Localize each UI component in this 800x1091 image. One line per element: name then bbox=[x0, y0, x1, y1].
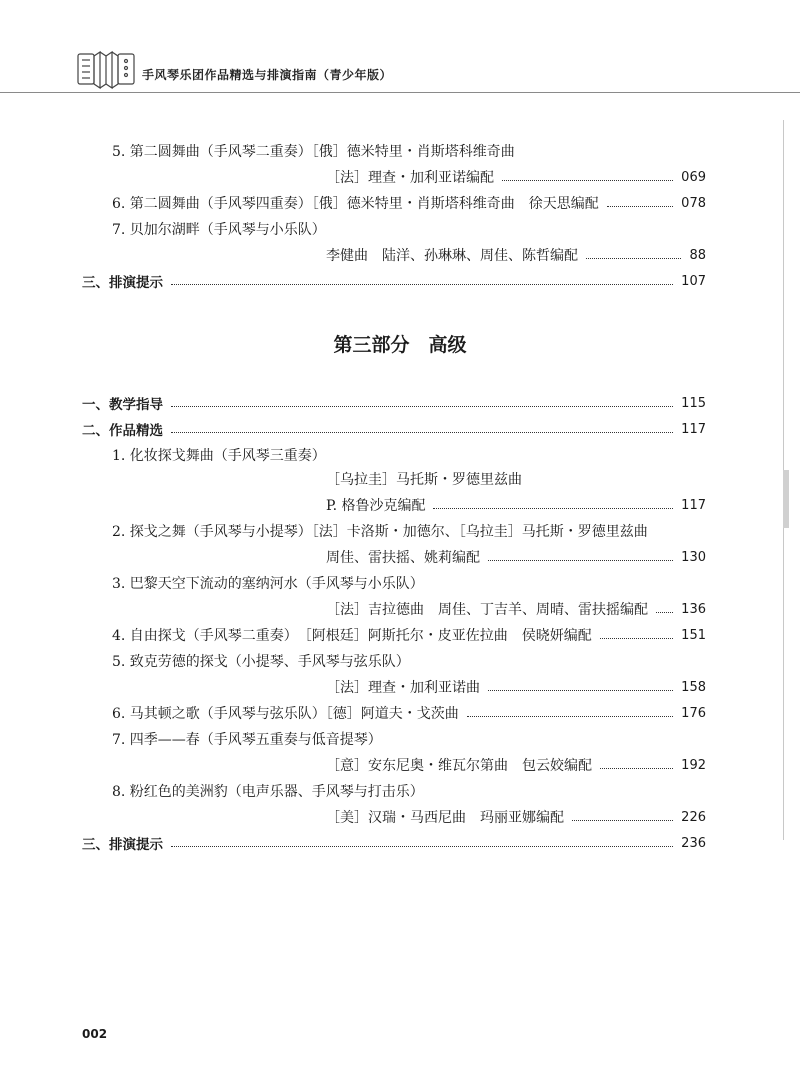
toc-entry: 6. 第二圆舞曲（手风琴四重奏）［俄］德米特里・肖斯塔科维奇曲 徐天思编配 078 bbox=[112, 195, 706, 212]
toc-section: 三、排演提示 236 bbox=[82, 835, 706, 853]
page-ref: 130 bbox=[681, 549, 706, 565]
toc-entry: P. 格鲁沙克编配 117 bbox=[326, 497, 706, 514]
page-ref: 88 bbox=[689, 247, 706, 263]
leader-dots bbox=[607, 206, 673, 207]
leader-dots bbox=[171, 284, 673, 285]
page-ref: 117 bbox=[681, 497, 706, 513]
leader-dots bbox=[656, 612, 673, 613]
toc-entry: ［法］吉拉德曲 周佳、丁吉羊、周晴、雷扶摇编配 136 bbox=[326, 601, 706, 618]
page-ref: 136 bbox=[681, 601, 706, 617]
page-ref: 078 bbox=[681, 195, 706, 211]
toc-entry: ［乌拉圭］马托斯・罗德里兹曲 bbox=[326, 472, 522, 488]
margin-tab bbox=[783, 470, 789, 528]
leader-dots bbox=[171, 432, 673, 433]
toc-entry: ［意］安东尼奥・维瓦尔第曲 包云姣编配 192 bbox=[326, 757, 706, 774]
toc-section: 一、教学指导 115 bbox=[82, 395, 706, 413]
leader-dots bbox=[572, 820, 673, 821]
leader-dots bbox=[600, 638, 673, 639]
toc-entry: 7. 贝加尔湖畔（手风琴与小乐队） bbox=[112, 222, 326, 238]
page-ref: 151 bbox=[681, 627, 706, 643]
toc-entry: 7. 四季——春（手风琴五重奏与低音提琴） bbox=[112, 732, 382, 748]
accordion-icon bbox=[76, 44, 136, 90]
part-title: 第三部分 高级 bbox=[333, 334, 467, 356]
toc-entry: 周佳、雷扶摇、姚莉编配 130 bbox=[326, 549, 706, 566]
leader-dots bbox=[488, 690, 673, 691]
toc-entry: 5. 第二圆舞曲（手风琴二重奏）［俄］德米特里・肖斯塔科维奇曲 bbox=[112, 144, 515, 160]
leader-dots bbox=[171, 846, 673, 847]
page-ref: 236 bbox=[681, 835, 706, 851]
toc-entry: 李健曲 陆洋、孙琳琳、周佳、陈哲编配 88 bbox=[326, 247, 706, 264]
page-ref: 069 bbox=[681, 169, 706, 185]
leader-dots bbox=[502, 180, 673, 181]
toc-entry: 5. 致克劳德的探戈（小提琴、手风琴与弦乐队） bbox=[112, 654, 410, 670]
toc-entry: 2. 探戈之舞（手风琴与小提琴）［法］卡洛斯・加德尔、［乌拉圭］马托斯・罗德里兹曲 bbox=[112, 524, 648, 540]
running-header-title: 手风琴乐团作品精选与排演指南（青少年版） bbox=[142, 68, 393, 82]
toc-entry: 6. 马其顿之歌（手风琴与弦乐队）［德］阿道夫・戈茨曲 176 bbox=[112, 705, 706, 722]
toc-entry: ［法］理查・加利亚诺编配 069 bbox=[326, 169, 706, 186]
leader-dots bbox=[433, 508, 673, 509]
toc-section: 三、排演提示 107 bbox=[82, 273, 706, 291]
page-ref: 107 bbox=[681, 273, 706, 289]
leader-dots bbox=[467, 716, 673, 717]
toc-entry: 1. 化妆探戈舞曲（手风琴三重奏） bbox=[112, 448, 326, 464]
leader-dots bbox=[488, 560, 673, 561]
header-rule bbox=[0, 92, 800, 93]
toc-section: 二、作品精选 117 bbox=[82, 421, 706, 439]
toc-entry: 8. 粉红色的美洲豹（电声乐器、手风琴与打击乐） bbox=[112, 784, 424, 800]
leader-dots bbox=[171, 406, 673, 407]
toc-entry: ［法］理查・加利亚诺曲 158 bbox=[326, 679, 706, 696]
page-ref: 176 bbox=[681, 705, 706, 721]
toc-entry: ［美］汉瑞・马西尼曲 玛丽亚娜编配 226 bbox=[326, 809, 706, 826]
page-ref: 192 bbox=[681, 757, 706, 773]
page-number: 002 bbox=[82, 1027, 108, 1041]
page-ref: 115 bbox=[681, 395, 706, 411]
toc-entry: 3. 巴黎天空下流动的塞纳河水（手风琴与小乐队） bbox=[112, 576, 424, 592]
leader-dots bbox=[600, 768, 673, 769]
page-ref: 226 bbox=[681, 809, 706, 825]
page-ref: 117 bbox=[681, 421, 706, 437]
page-ref: 158 bbox=[681, 679, 706, 695]
leader-dots bbox=[586, 258, 681, 259]
toc-entry: 4. 自由探戈（手风琴二重奏） ［阿根廷］阿斯托尔・皮亚佐拉曲 侯晓妍编配 151 bbox=[112, 627, 706, 644]
